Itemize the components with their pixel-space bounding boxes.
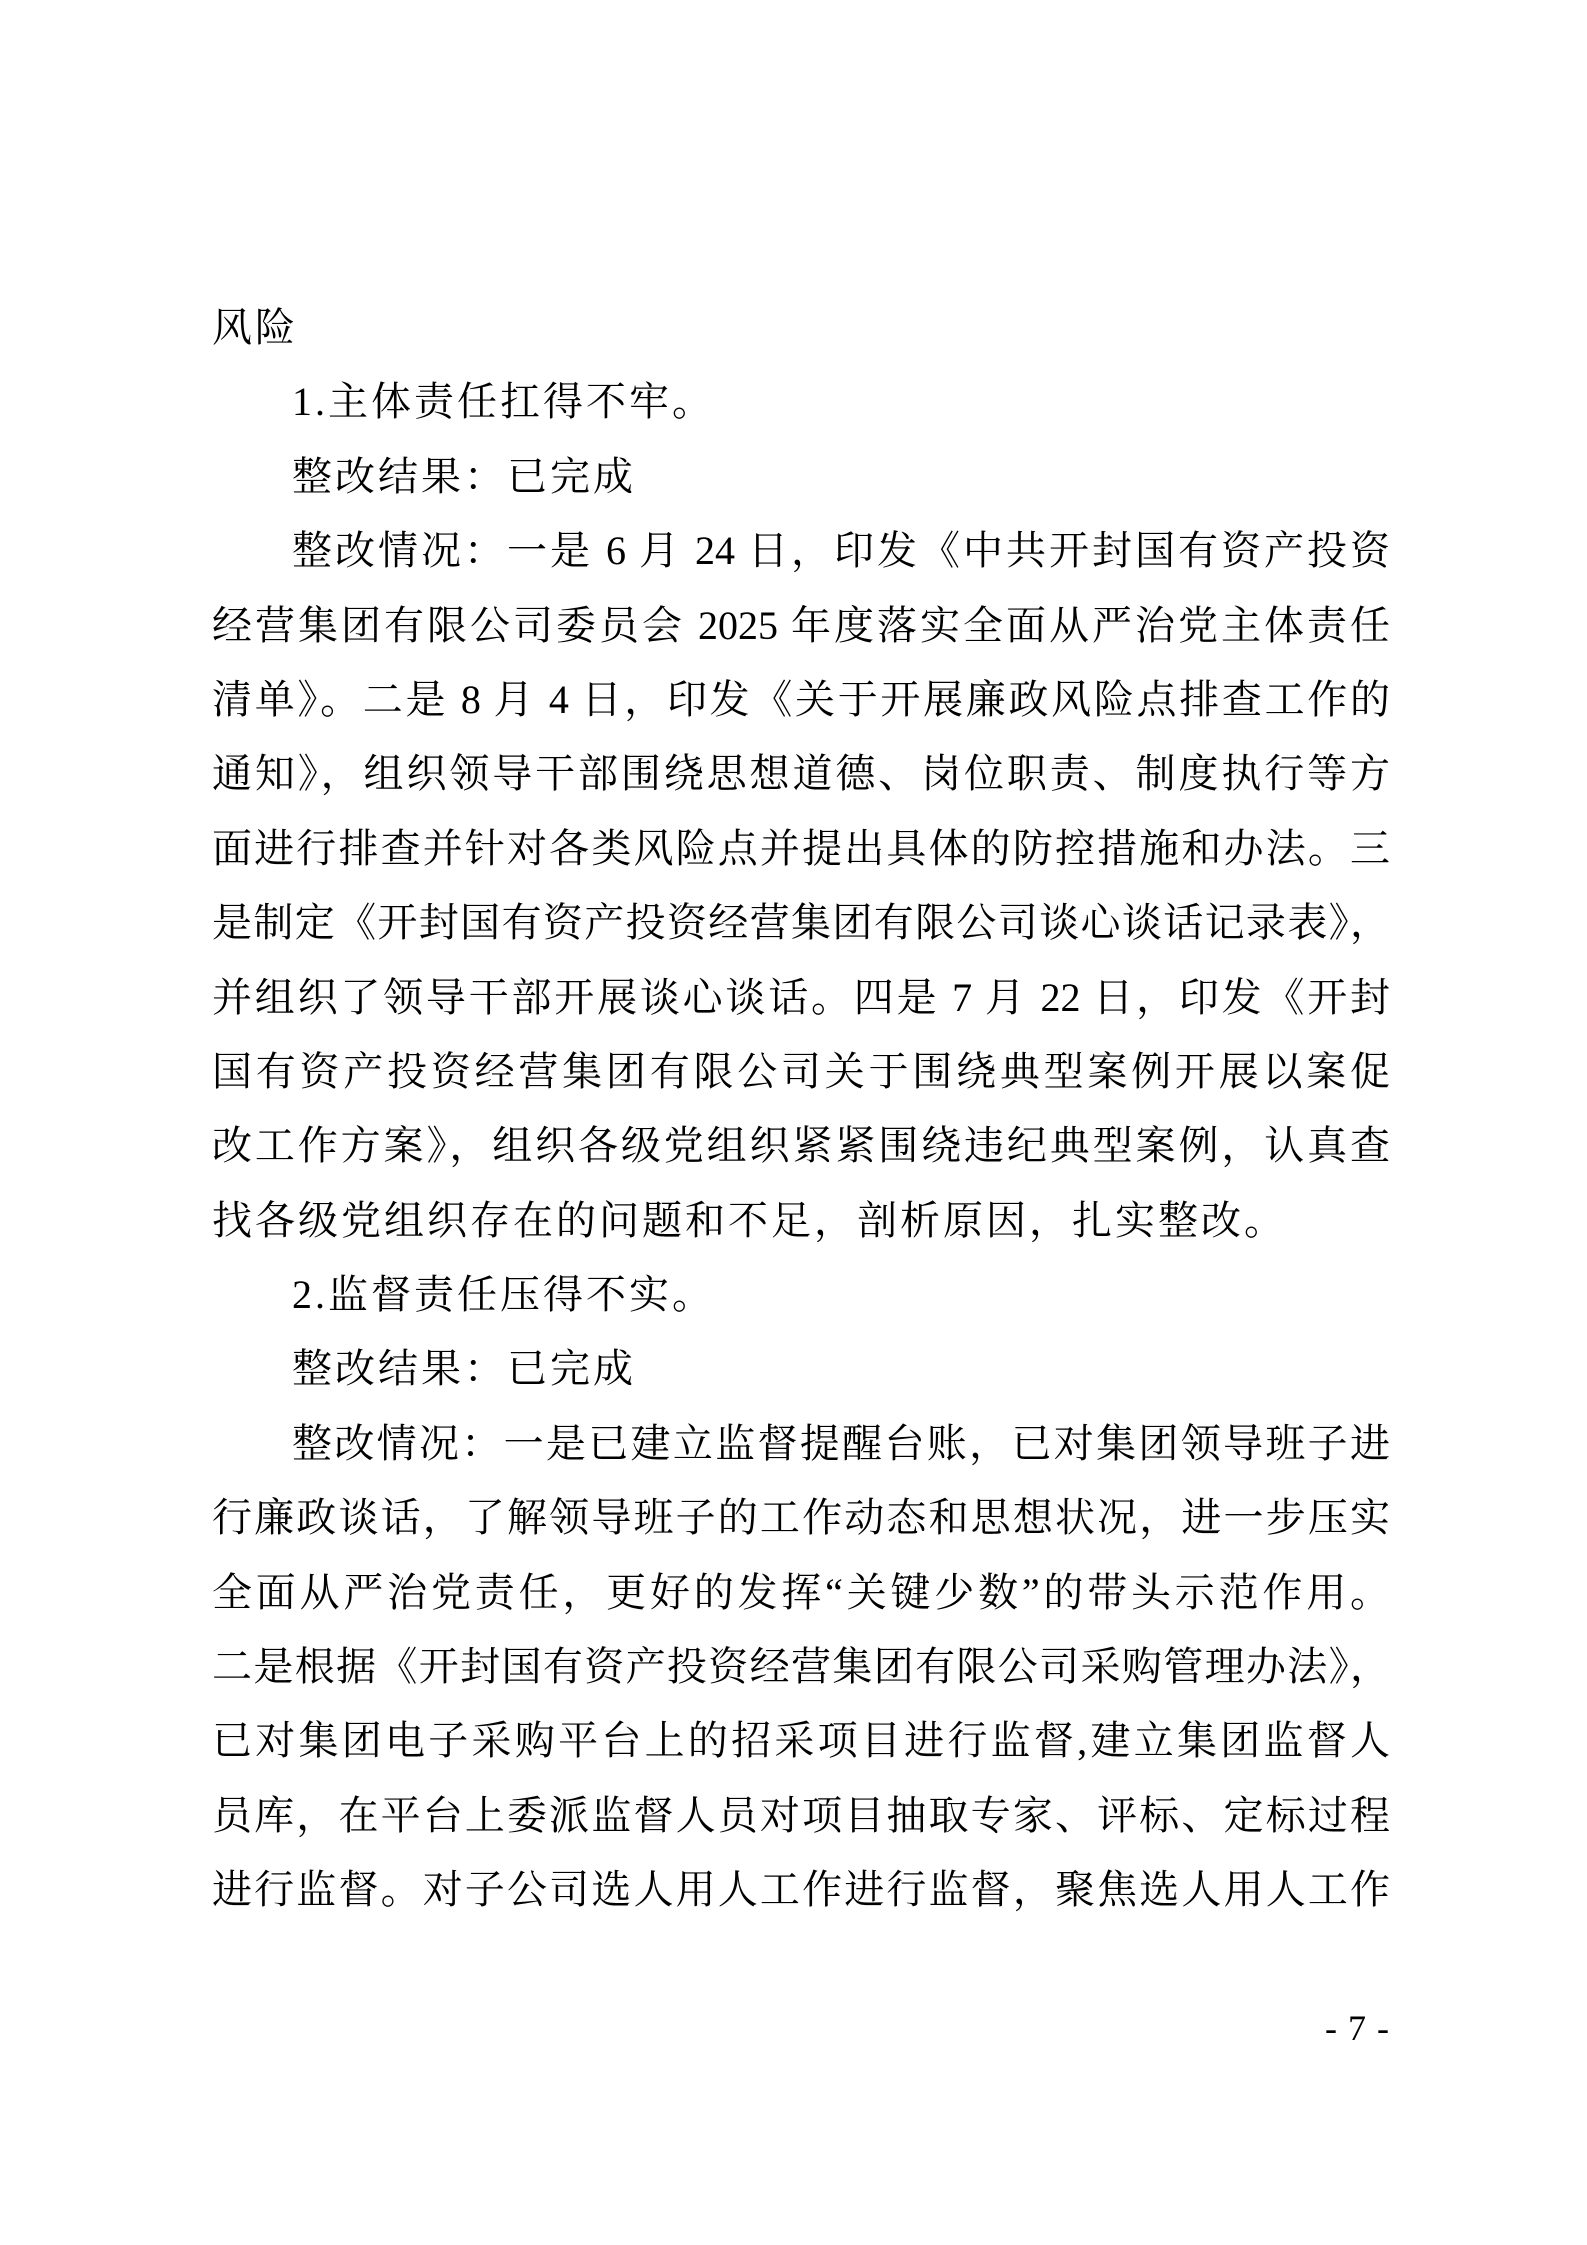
body-line: 找各级党组织存在的问题和不足，剖析原因，扎实整改。 (212, 1197, 1287, 1243)
body-line: 整改情况：一是已建立监督提醒台账，已对集团领导班子进 (292, 1420, 1390, 1466)
body-line: 员库，在平台上委派监督人员对项目抽取专家、评标、定标过程 (212, 1792, 1390, 1838)
body-line: 进行监督。对子公司选人用人工作进行监督，聚焦选人用人工作 (212, 1867, 1390, 1913)
body-line: 整改情况：一是 6 月 24 日，印发《中共开封国有资产投资 (292, 528, 1390, 574)
rectification-result-2: 整改结果：已完成 (292, 1346, 636, 1392)
body-line: 是制定《开封国有资产投资经营集团有限公司谈心谈话记录表》， (212, 900, 1390, 946)
body-line: 并组织了领导干部开展谈心谈话。四是 7 月 22 日，印发《开封 (212, 974, 1390, 1020)
body-line: 已对集团电子采购平台上的招采项目进行监督,建立集团监督人 (212, 1718, 1390, 1764)
body-line: 通知》，组织领导干部围绕思想道德、岗位职责、制度执行等方 (212, 751, 1390, 797)
page-number: - 7 - (1325, 2008, 1390, 2048)
section-heading-2: 2.监督责任压得不实。 (292, 1272, 715, 1318)
body-line: 全面从严治党责任，更好的发挥“关键少数”的带头示范作用。 (212, 1569, 1390, 1615)
body-line: 改工作方案》，组织各级党组织紧紧围绕违纪典型案例，认真查 (212, 1123, 1390, 1169)
body-line: 二是根据《开封国有资产投资经营集团有限公司采购管理办法》， (212, 1644, 1390, 1690)
rectification-result-1: 整改结果：已完成 (292, 453, 636, 499)
body-text-block (212, 291, 1390, 1928)
body-line: 面进行排查并针对各类风险点并提出具体的防控措施和办法。三 (212, 825, 1390, 871)
body-line: 清单》。二是 8 月 4 日，印发《关于开展廉政风险点排查工作的 (212, 676, 1390, 722)
body-line: 行廉政谈话，了解领导班子的工作动态和思想状况，进一步压实 (212, 1495, 1390, 1541)
section-heading-1: 1.主体责任扛得不牢。 (292, 379, 715, 425)
body-line: 国有资产投资经营集团有限公司关于围绕典型案例开展以案促 (212, 1048, 1390, 1094)
body-line: 经营集团有限公司委员会 2025 年度落实全面从严治党主体责任 (212, 602, 1390, 648)
body-line: 风险 (212, 305, 298, 350)
